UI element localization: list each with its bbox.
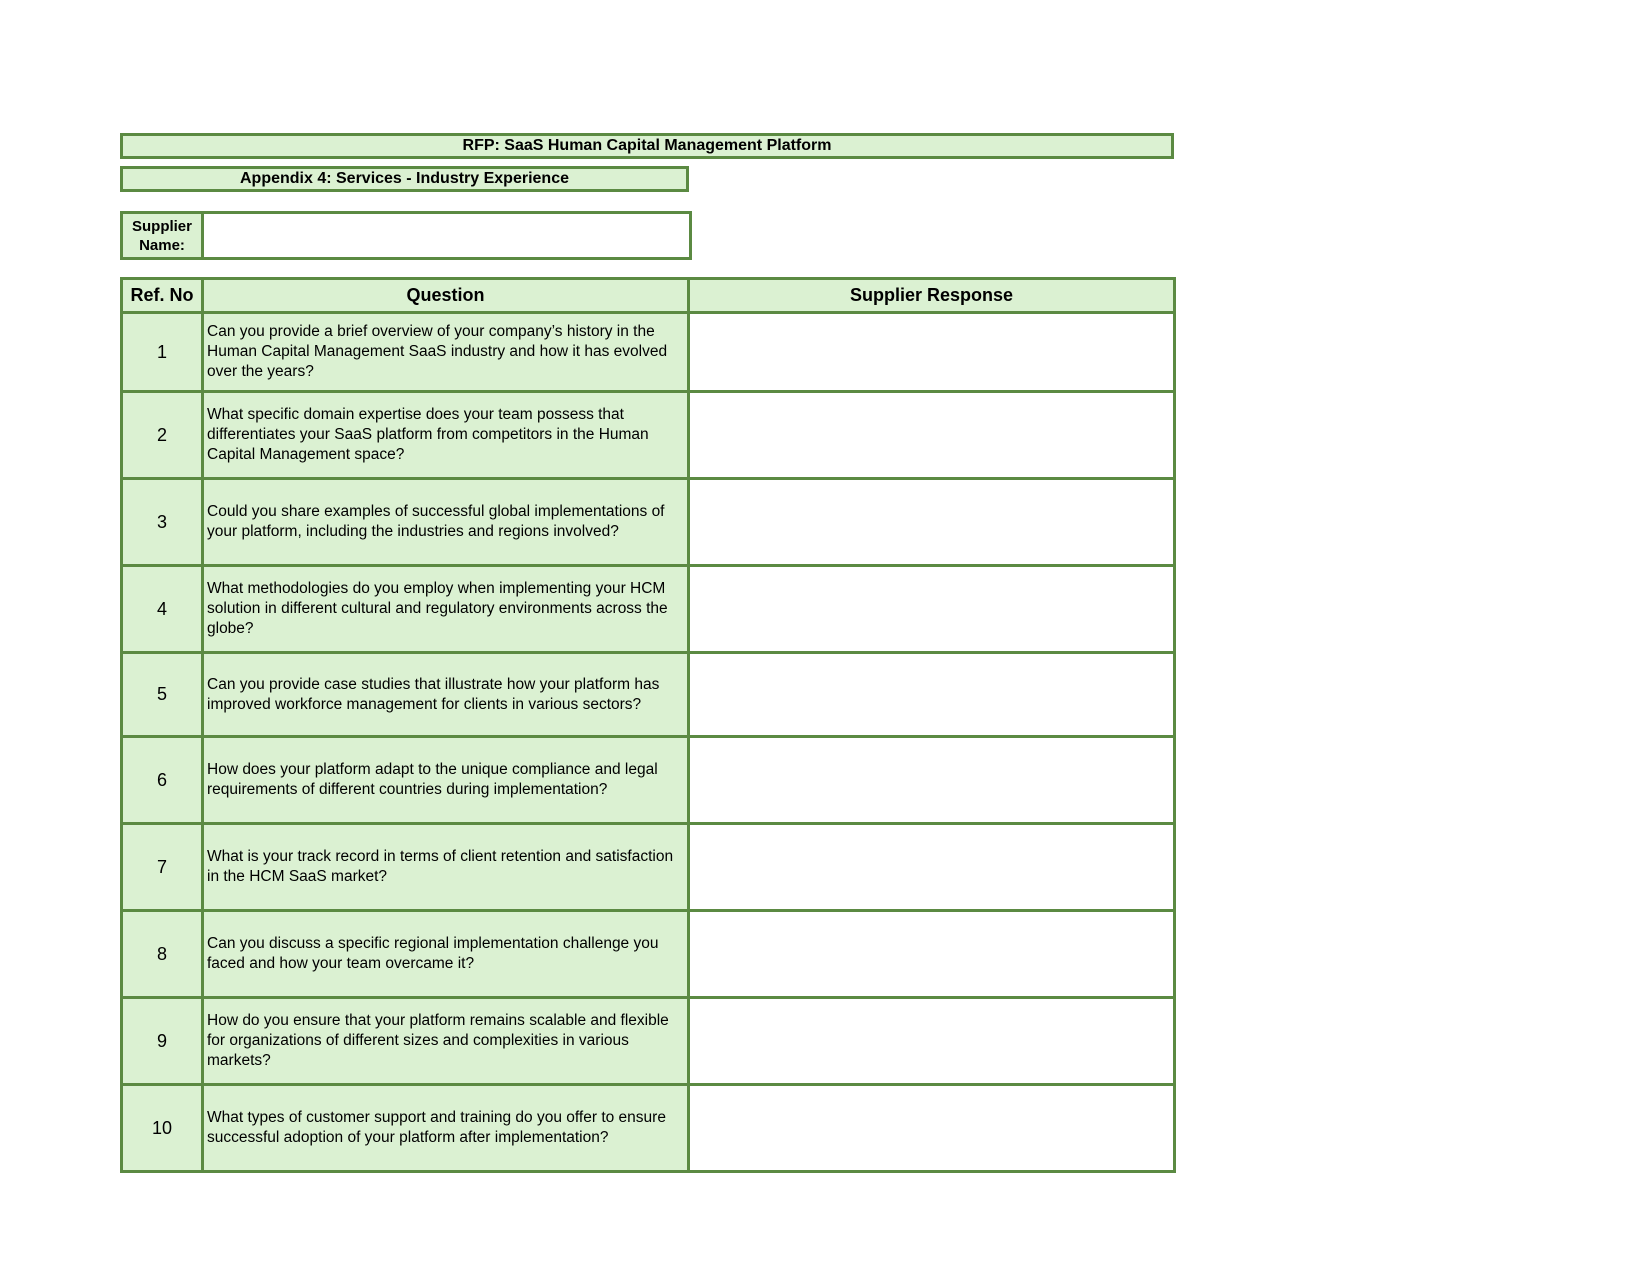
supplier-response-cell[interactable] <box>689 653 1175 737</box>
header-question: Question <box>203 279 689 313</box>
table-row <box>122 653 1175 737</box>
question-text: Can you provide a brief overview of your company’s history in the Human Capital Management SaaS industry and how it has evolved over the years? <box>203 313 689 392</box>
appendix-title-text: Appendix 4: Services - Industry Experience <box>239 170 569 187</box>
supplier-response-cell[interactable] <box>689 998 1175 1085</box>
table-row <box>122 737 1175 824</box>
ref-number: 5 <box>122 653 203 737</box>
supplier-response-cell[interactable] <box>689 1085 1175 1172</box>
table-row <box>122 1085 1175 1172</box>
supplier-name-field[interactable] <box>203 213 691 259</box>
document-title <box>120 133 1174 159</box>
question-text: What methodologies do you employ when implementing your HCM solution in different cultural and regulatory environments across the globe? <box>203 566 689 653</box>
question-text: What is your track record in terms of client retention and satisfaction in the HCM SaaS market? <box>203 824 689 911</box>
question-text: How does your platform adapt to the unique compliance and legal requirements of different countries during implementation? <box>203 737 689 824</box>
supplier-name-table <box>120 211 692 260</box>
supplier-name-label <box>122 213 203 259</box>
question-text: Could you share examples of successful global implementations of your platform, including the industries and regions involved? <box>203 479 689 566</box>
supplier-response-cell[interactable] <box>689 824 1175 911</box>
table-row <box>122 313 1175 392</box>
ref-number: 8 <box>122 911 203 998</box>
question-text: How do you ensure that your platform remains scalable and flexible for organizations of different sizes and complexities in various markets? <box>203 998 689 1085</box>
question-text: What specific domain expertise does your team possess that differentiates your SaaS platform from competitors in the Human Capital Management space? <box>203 392 689 479</box>
table-header-row <box>122 279 1175 313</box>
appendix-title <box>120 166 689 192</box>
ref-number: 7 <box>122 824 203 911</box>
supplier-response-cell[interactable] <box>689 566 1175 653</box>
supplier-response-cell[interactable] <box>689 392 1175 479</box>
question-text: What types of customer support and training do you offer to ensure successful adoption of your platform after implementation? <box>203 1085 689 1172</box>
supplier-response-cell[interactable] <box>689 313 1175 392</box>
rfp-question-table <box>120 277 1176 1173</box>
ref-number: 2 <box>122 392 203 479</box>
header-supplier-response: Supplier Response <box>689 279 1175 313</box>
table-row <box>122 392 1175 479</box>
supplier-response-cell[interactable] <box>689 911 1175 998</box>
ref-number: 4 <box>122 566 203 653</box>
supplier-response-cell[interactable] <box>689 479 1175 566</box>
table-row <box>122 824 1175 911</box>
ref-number: 6 <box>122 737 203 824</box>
supplier-name-label-text: Supplier Name: <box>131 217 192 254</box>
ref-number: 1 <box>122 313 203 392</box>
table-row <box>122 566 1175 653</box>
table-row <box>122 911 1175 998</box>
ref-number: 3 <box>122 479 203 566</box>
table-row <box>122 998 1175 1085</box>
table-row <box>122 479 1175 566</box>
header-ref-no: Ref. No <box>122 279 203 313</box>
supplier-response-cell[interactable] <box>689 737 1175 824</box>
ref-number: 10 <box>122 1085 203 1172</box>
ref-number: 9 <box>122 998 203 1085</box>
question-text: Can you discuss a specific regional implementation challenge you faced and how your team overcame it? <box>203 911 689 998</box>
document-title-text: RFP: SaaS Human Capital Management Platform <box>462 137 832 154</box>
question-text: Can you provide case studies that illustrate how your platform has improved workforce management for clients in various sectors? <box>203 653 689 737</box>
